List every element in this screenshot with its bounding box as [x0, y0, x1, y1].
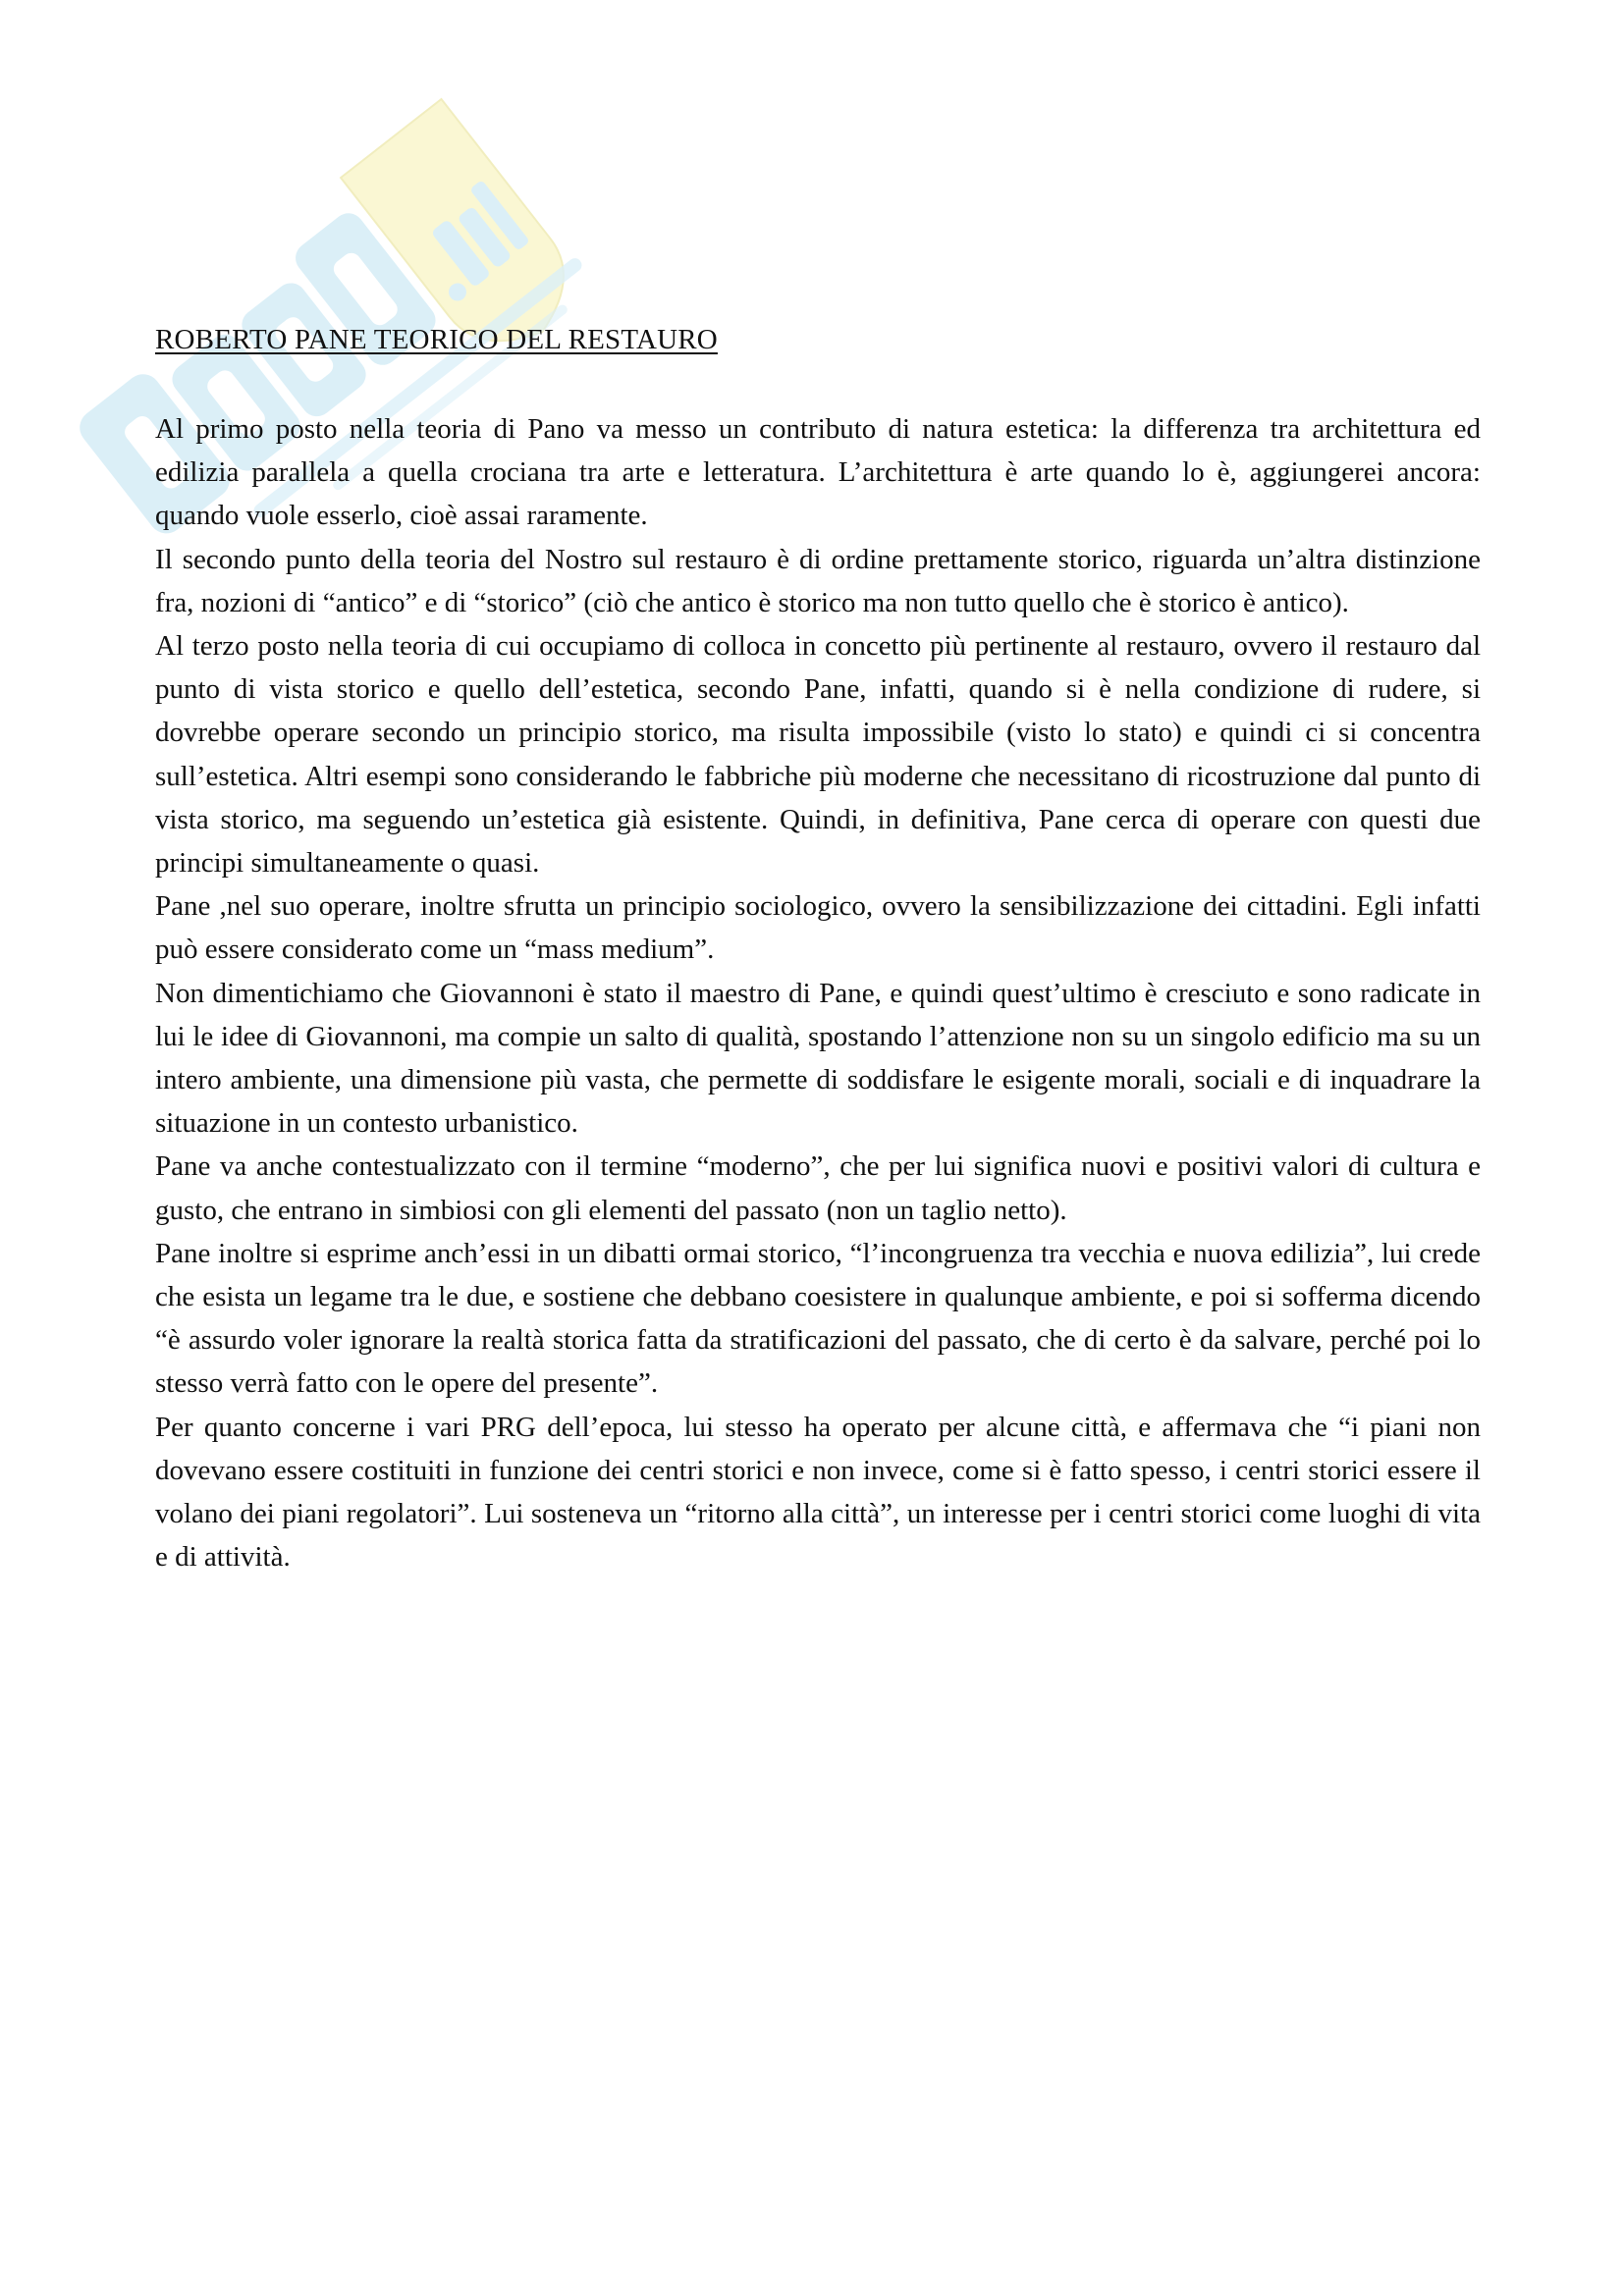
paragraph: Pane va anche contestualizzato con il termine “moderno”, che per lui significa nuovi e positivi valori di cultura e gusto, che entrano in simbiosi con gli elementi del passato (non un taglio netto).: [155, 1150, 1481, 1226]
paragraph: Il secondo punto della teoria del Nostro sul restauro è di ordine prettamente storico, riguarda un’altra distinzione fra, nozioni di “antico” e di “storico” (ciò che antico è storico ma non tutto quello che è storico è antico).: [155, 543, 1481, 618]
paragraph: Al terzo posto nella teoria di cui occupiamo di colloca in concetto più pertinente al restauro, ovvero il restauro dal punto di vista storico e quello dell’estetica, secondo Pane, infatti, quando si è nella condizione di rudere, si dovrebbe operare secondo un principio storico, ma risulta impossibile (visto lo stato) e quindi ci si concentra sull’estetica. Altri esempi sono considerando le fabbriche più moderne che necessitano di ricostruzione dal punto di vista storico, ma seguendo un’estetica già esistente. Quindi, in definitiva, Pane cerca di operare con questi due principi simultaneamente o quasi.: [155, 630, 1481, 880]
paragraph: Pane inoltre si esprime anch’essi in un dibatti ormai storico, “l’incongruenza tra vecchia e nuova edilizia”, lui crede che esista un legame tra le due, e sostiene che debbano coesistere in qualunque ambiente, e poi si sofferma dicendo “è assurdo voler ignorare la realtà storica fatta da stratificazioni del passato, che di certo è da salvare, perché poi lo stesso verrà fatto con le opere del presente”.: [155, 1237, 1481, 1400]
paragraph: Non dimentichiamo che Giovannoni è stato il maestro di Pane, e quindi quest’ultimo è cresciuto e sono radicate in lui le idee di Giovannoni, ma compie un salto di qualità, spostando l’attenzione non su un singolo edificio ma su un intero ambiente, una dimensione più vasta, che permette di soddisfare le esigente morali, sociali e di inquadrare la situazione in un contesto urbanistico.: [155, 977, 1481, 1140]
document-title: ROBERTO PANE TEORICO DEL RESTAURO: [155, 324, 718, 355]
document-body: [155, 324, 1481, 1578]
paragraph: Pane ,nel suo operare, inoltre sfrutta un principio sociologico, ovvero la sensibilizzazione dei cittadini. Egli infatti può essere considerato come un “mass medium”.: [155, 890, 1481, 966]
paragraph: Al primo posto nella teoria di Pano va messo un contributo di natura estetica: la differenza tra architettura ed edilizia parallela a quella crociana tra arte e letteratura. L’architettura è arte quando lo è, aggiungerei ancora: quando vuole esserlo, cioè assai raramente.: [155, 413, 1481, 532]
paragraph: Per quanto concerne i vari PRG dell’epoca, lui stesso ha operato per alcune città, e affermava che “i piani non dovevano essere costituiti in funzione dei centri storici e non invece, come si è fatto spesso, i centri storici essere il volano dei piani regolatori”. Lui sosteneva un “ritorno alla città”, un interesse per i centri storici come luoghi di vita e di attività.: [155, 1411, 1481, 1574]
